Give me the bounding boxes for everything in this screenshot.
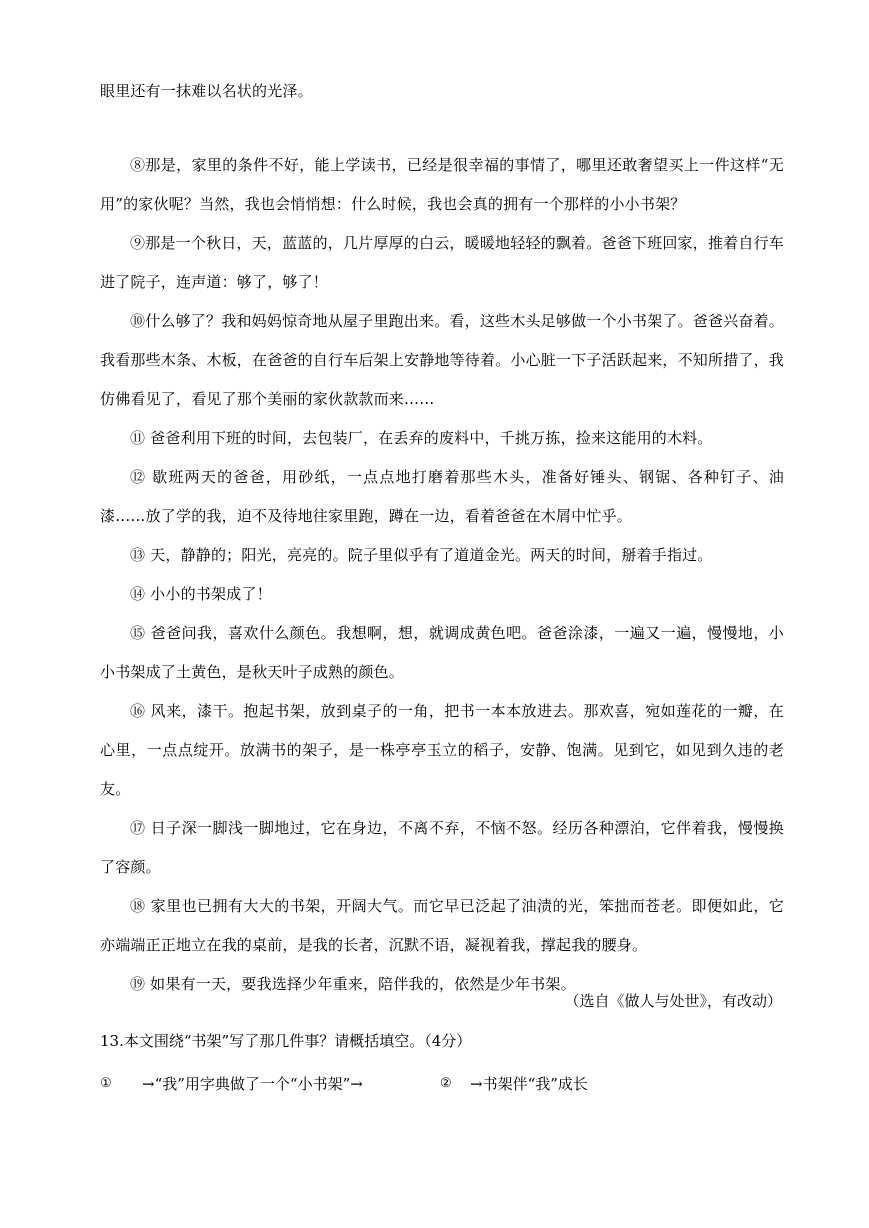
paragraph-17: ⑰ 日子深一脚浅一脚地过，它在身边，不离不弃，不恼不怒。经历各种漂泊，它伴着我，慢慢换了容颜。 (100, 819, 784, 876)
paragraph-15: ⑮ 爸爸问我，喜欢什么颜色。我想啊，想，就调成黄色吧。爸爸涂漆，一遍又一遍，慢慢地，小小书架成了土黄色，是秋天叶子成熟的颜色。 (100, 624, 784, 681)
question-13-fill-row (100, 1070, 784, 1098)
source-note: （选自《做人与处世》，有改动） (564, 992, 782, 1010)
paragraph-13: ⑬ 天，静静的；阳光，亮亮的。院子里似乎有了道道金光。两天的时间，掰着手指过。 (130, 546, 713, 564)
blank-1-marker: ① (100, 1076, 112, 1091)
paragraph-10: ⑩什么够了？我和妈妈惊奇地从屋子里跑出来。看，这些木头足够做一个小书架了。爸爸兴奋着。我看那些木条、木板，在爸爸的自行车后架上安静地等待着。小心脏一下子活跃起来，不知所措了，我仿佛看见了，看见了那个美丽的家伙款款而来…… (100, 312, 785, 408)
paragraph-16: ⑯ 风来，漆干。抱起书架，放到桌子的一角，把书一本本放进去。那欢喜，宛如莲花的一瓣，在心里，一点点绽开。放满书的架子，是一株亭亭玉立的稻子，安静、饱满。见到它，如见到久违的老友。 (100, 702, 784, 798)
paragraph-11: ⑪ 爸爸利用下班的时间，去包装厂，在丢弃的废料中，千挑万拣，捡来这能用的木料。 (130, 429, 713, 447)
paragraph-12: ⑫ 歇班两天的爸爸，用砂纸，一点点地打磨着那些木头，准备好锤头、钢锯、各种钉子、油漆……放了学的我，迫不及待地往家里跑，蹲在一边，看着爸爸在木屑中忙乎。 (100, 468, 784, 525)
blank-2-marker: ② (440, 1076, 452, 1091)
paragraph-7-tail: 眼里还有一抹难以名状的光泽。 (100, 82, 313, 100)
paragraph-19: ⑲ 如果有一天，要我选择少年重来，陪伴我的，依然是少年书架。 (130, 975, 576, 993)
paragraph-9: ⑨那是一个秋日，天，蓝蓝的，几片厚厚的白云，暖暖地轻轻的飘着。爸爸下班回家，推着自行车进了院子，连声道：够了，够了！ (100, 234, 784, 291)
fill-middle-text: →“我”用字典做了一个“小书架”→ (142, 1075, 363, 1093)
fill-end-text: →书架伴“我”成长 (470, 1075, 588, 1093)
question-13-prompt: 13.本文围绕“书架”写了那几件事？请概括填空。（4分） (100, 1032, 472, 1050)
paragraph-8: ⑧那是，家里的条件不好，能上学读书，已经是很幸福的事情了，哪里还敢奢望买上一件这样“无用”的家伙呢？当然，我也会悄悄想：什么时候，我也会真的拥有一个那样的小小书架？ (100, 156, 784, 213)
paragraph-14: ⑭ 小小的书架成了！ (130, 585, 272, 603)
paragraph-18: ⑱ 家里也已拥有大大的书架，开阔大气。而它早已泛起了油渍的光，笨拙而苍老。即便如此，它亦端端正正地立在我的桌前，是我的长者，沉默不语，凝视着我，撑起我的腰身。 (100, 897, 784, 954)
